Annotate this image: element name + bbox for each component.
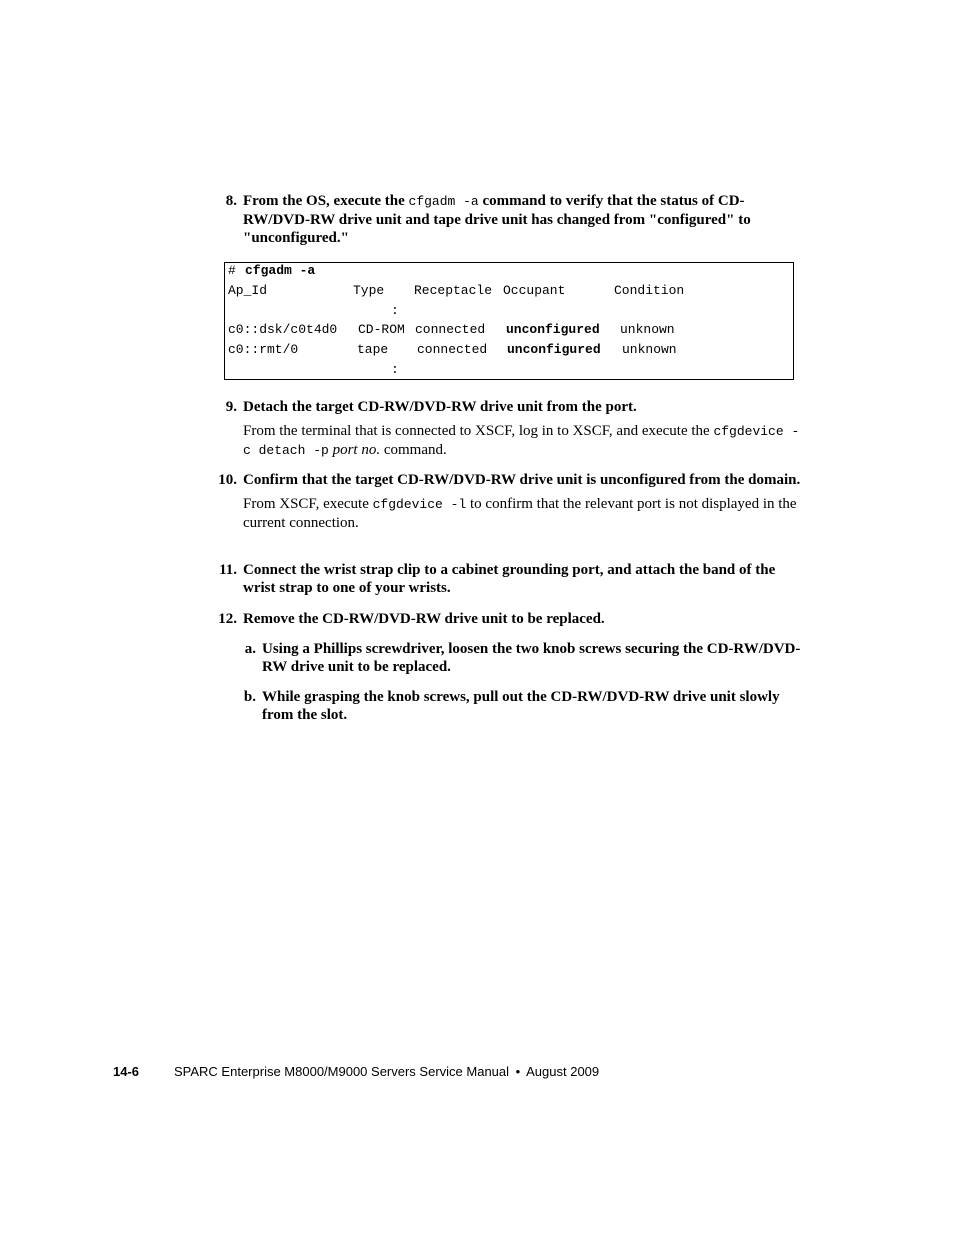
ellipsis-colon: : — [391, 303, 399, 318]
step-number: 8. — [225, 193, 237, 209]
footer-bullet: • — [515, 1064, 521, 1079]
substep-text: While grasping the knob screws, pull out the CD-RW/DVD-RW drive unit slowly from the slot. — [262, 689, 780, 723]
step-12 — [218, 610, 803, 628]
step-number: 9. — [225, 399, 237, 415]
row-1-apid: c0::dsk/c0t4d0 — [228, 322, 338, 337]
row-2-receptacle: connected — [417, 342, 488, 357]
step-10-command: cfgdevice -l — [372, 497, 467, 512]
step-10-body-end: to confirm that the relevant port is not displayed in the current connection. — [243, 496, 797, 531]
shell-command: cfgadm -a — [245, 263, 316, 278]
column-header-condition: Condition — [614, 283, 685, 298]
row-2-apid: c0::rmt/0 — [228, 342, 299, 357]
row-1-receptacle: connected — [415, 322, 486, 337]
manual-title: SPARC Enterprise M8000/M9000 Servers Service Manual — [174, 1064, 510, 1079]
row-1-condition: unknown — [620, 322, 675, 337]
row-2-condition: unknown — [622, 342, 677, 357]
step-11 — [219, 561, 803, 597]
row-2-occupant: unconfigured — [507, 342, 601, 357]
footer-date: August 2009 — [526, 1064, 600, 1079]
step-9-command: cfgdevice -c detach -p — [243, 424, 800, 458]
step-8-command: cfgadm -a — [408, 194, 479, 209]
shell-prompt: # — [228, 263, 236, 278]
column-header-occupant: Occupant — [503, 283, 566, 298]
step-9-title: Detach the target CD-RW/DVD-RW drive unit from the port. — [243, 399, 637, 415]
row-1-occupant: unconfigured — [506, 322, 600, 337]
step-9 — [225, 398, 803, 460]
substep-letter: a. — [244, 641, 256, 657]
step-8-text-pre: From the OS, execute the — [243, 193, 409, 209]
step-11-title: Connect the wrist strap clip to a cabinet grounding port, and attach the band of the wrist strap to one of your wrists. — [243, 562, 776, 596]
step-9-body-text: From the terminal that is connected to XSCF, log in to XSCF, and execute the — [243, 423, 714, 439]
ellipsis-colon: : — [391, 362, 399, 377]
step-9-body-end: command. — [380, 442, 447, 458]
step-10-body — [243, 495, 803, 532]
step-10-body-text: From XSCF, execute — [243, 496, 373, 512]
step-10 — [218, 471, 803, 532]
column-header-receptacle: Receptacle — [414, 283, 493, 298]
step-8-text-post: command to verify that the status of CD-RW/DVD-RW drive unit and tape drive unit has changed from "configured" to "unconfigured." — [243, 193, 751, 246]
substep-letter: b. — [243, 689, 256, 705]
column-header-type: Type — [353, 283, 385, 298]
step-9-body — [243, 422, 803, 460]
code-output-box — [224, 262, 794, 380]
step-number: 12. — [218, 611, 237, 627]
row-2-type: tape — [357, 342, 389, 357]
footer-title — [174, 1064, 599, 1079]
substep-a — [244, 640, 807, 676]
row-1-type: CD-ROM — [358, 322, 405, 337]
step-8 — [225, 192, 803, 247]
step-number: 11. — [219, 562, 237, 578]
column-header-apid: Ap_Id — [228, 283, 268, 298]
substep-text: Using a Phillips screwdriver, loosen the two knob screws securing the CD-RW/DVD-RW drive unit to be replaced. — [262, 641, 801, 675]
step-12-title: Remove the CD-RW/DVD-RW drive unit to be replaced. — [243, 611, 605, 627]
page-number: 14-6 — [113, 1064, 140, 1079]
step-number: 10. — [218, 472, 237, 488]
substep-b — [243, 688, 807, 724]
step-9-param: port no. — [332, 442, 381, 458]
step-10-title: Confirm that the target CD-RW/DVD-RW drive unit is unconfigured from the domain. — [243, 472, 801, 488]
